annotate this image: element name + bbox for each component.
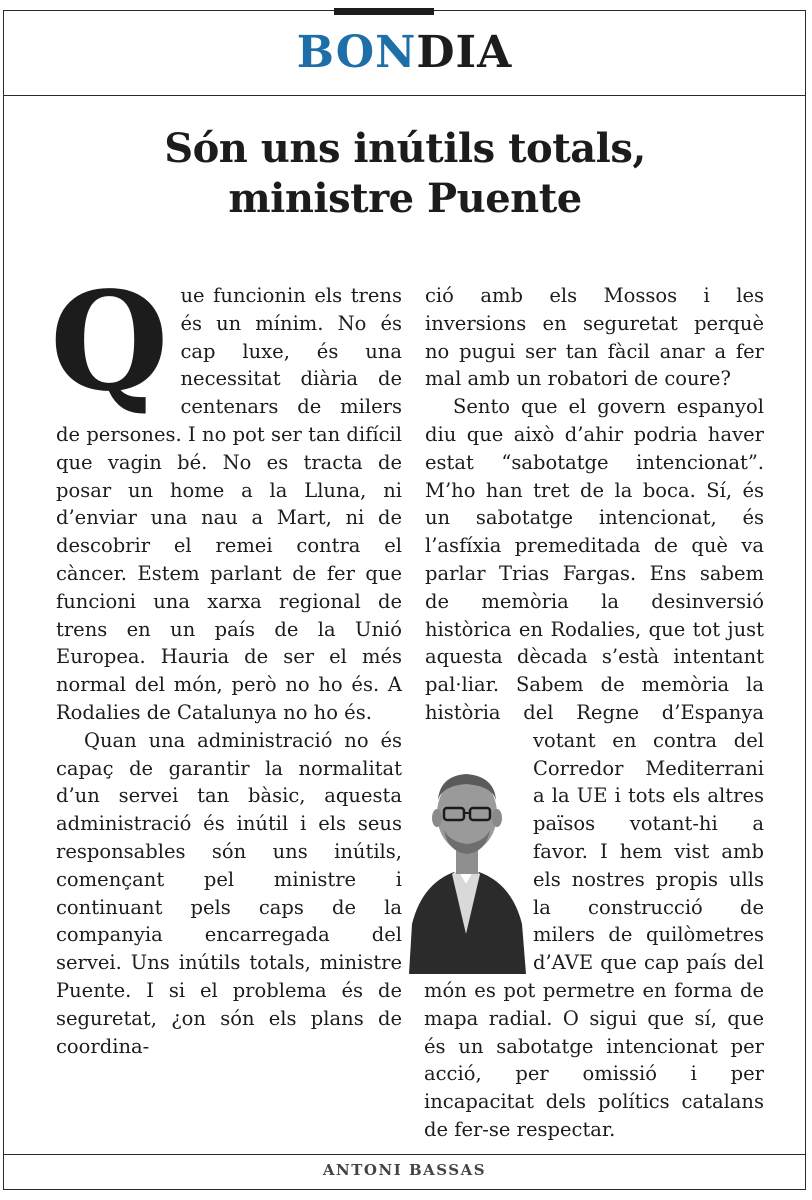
column-logo [297,28,512,78]
logo-dia: DIA [416,27,513,78]
paragraph: ció amb els Mossos i les inversions en seguretat perquè no pugui ser tan fàcil anar a fer mal amb un robatori de coure? [425,284,764,391]
drop-cap: Q [50,262,169,422]
paragraph: Sento que el govern espanyol diu que això d’ahir podria haver estat “sabotatge intencionat”. M’ho han tret de la boca. Sí, és un sabotatge intencionat, és l’asfíxia premeditada de què va parlar Trias Fargas. Ens sabem de memòria la desinversió històrica en Rodalies, que tot just aquesta dècada s’està intentant pal·liar. Sabem de memòria la història del Regne d’Espanya votant en contra del Corredor Mediterrani a la UE i tots els altres països votant-hi a favor. I hem vist amb els nostres propis ulls la construcció de milers de quilòmetres d’AVE que cap país del món es pot permetre en forma de mapa radial. O sigui que sí, que és un sabotatge intencionat per acció, per omissió i per incapacitat dels polítics catalans de fer-se respectar. [424,395,764,1141]
headline-line-2: ministre Puente [228,175,582,222]
body-column-left [50,262,402,1060]
paragraph: ue funcionin els trens és un mínim. No és cap luxe, és una necessitat diària de centenars de milers de persones. I no pot ser tan difícil que vagin bé. No es tracta de posar un home a la Lluna, ni d’enviar una nau a Mart, ni de descobrir el remei contra el càncer. Estem parlant de fer que funcioni una xarxa regional de trens en un país de la Unió Europea. Hauria de ser el més normal del món, però no ho és. A Rodalies de Catalunya no ho és. [56,284,402,724]
logo-bon: BON [296,27,417,78]
byline-bar [3,1154,806,1190]
masthead [3,10,806,96]
headline-line-1: Són uns inútils totals, [164,125,646,172]
author-byline: ANTONI BASSAS [322,1161,487,1179]
body-column-right [424,282,764,1144]
paragraph: Quan una administració no és capaç de garantir la normalitat d’un servei tan bàsic, aquesta administració és inútil i els seus responsables són uns inútils, començant pel ministre i continuant pels caps de la companyia encarregada del servei. Uns inútils totals, ministre Puente. I si el problema és de seguretat, ¿on són els plans de coordina- [56,728,402,1058]
author-portrait-image [404,734,529,974]
author-photo [404,734,529,974]
headline [40,124,770,224]
